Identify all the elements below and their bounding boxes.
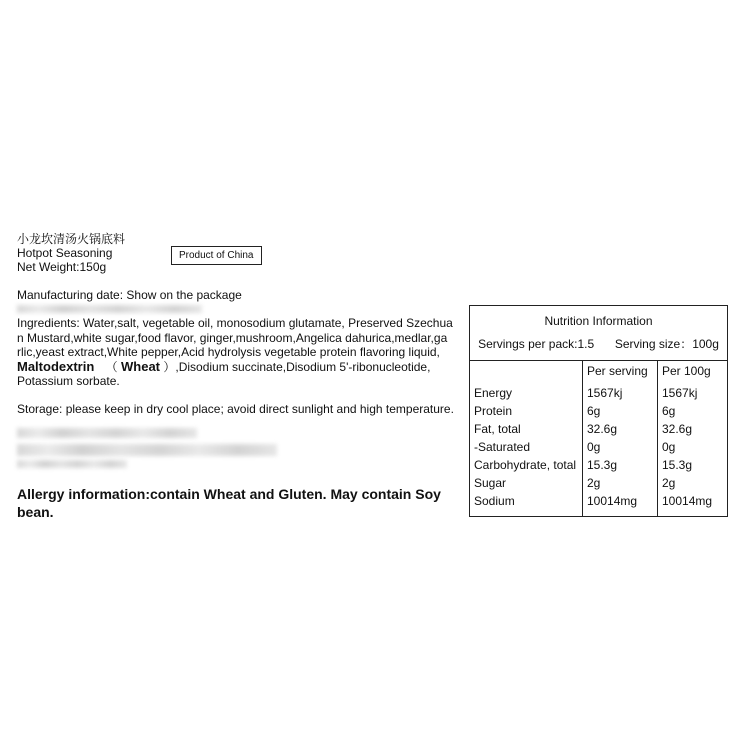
nutrient-name: Protein — [474, 404, 513, 418]
column-header-nutrient — [470, 361, 583, 381]
per-serving-value: 32.6g — [583, 420, 658, 438]
chinese-product-name: 小龙坎清汤火锅底料 — [17, 232, 126, 246]
per-100g-value: 1567kj — [658, 380, 728, 402]
per-serving-value: 15.3g — [583, 456, 658, 474]
servings-per-pack: Servings per pack:1.5 — [478, 336, 595, 351]
ingredients-line-5: Potassium sorbate. — [17, 374, 120, 388]
wheat-label: Wheat — [121, 358, 160, 374]
ingredients-line-2: n Mustard,white sugar,food flavor, ginger,mushroom,Angelica dahurica,medlar,ga — [17, 330, 448, 345]
servings-info — [470, 332, 728, 361]
per-100g-value: 32.6g — [658, 420, 728, 438]
table-row — [470, 380, 728, 402]
nutrition-table — [469, 305, 728, 517]
manufacturing-date: Manufacturing date: Show on the package — [17, 288, 242, 302]
column-header-per-serving: Per serving — [583, 361, 658, 381]
per-100g-value: 10014mg — [658, 492, 728, 517]
nutrition-title: Nutrition Information — [544, 314, 653, 328]
column-header-per-100g: Per 100g — [658, 361, 728, 381]
redacted-line — [17, 428, 197, 438]
english-product-name: Hotpot Seasoning — [17, 246, 113, 260]
table-row — [470, 438, 728, 456]
net-weight: Net Weight:150g — [17, 260, 107, 274]
per-100g-value: 15.3g — [658, 456, 728, 474]
paren-close: ） — [163, 359, 176, 374]
table-row — [470, 492, 728, 517]
per-100g-value: 2g — [658, 474, 728, 492]
serving-size: Serving size：100g — [614, 336, 719, 351]
redacted-line — [17, 305, 202, 313]
nutrient-name: Carbohydrate, total — [474, 458, 577, 472]
ingredients-line-4 — [17, 360, 459, 375]
per-serving-value: 2g — [583, 474, 658, 492]
table-row — [470, 456, 728, 474]
maltodextrin-label: Maltodextrin — [17, 358, 95, 374]
per-serving-value: 0g — [583, 438, 658, 456]
nutrient-name: -Saturated — [474, 440, 531, 454]
table-row — [470, 402, 728, 420]
paren-open: （ — [105, 359, 118, 374]
table-row — [470, 474, 728, 492]
ingredients-line-3: rlic,yeast extract,White pepper,Acid hydrolysis vegetable protein flavoring liquid, — [17, 345, 440, 359]
nutrient-name: Fat, total — [474, 422, 521, 436]
redacted-line — [17, 444, 277, 456]
redacted-line — [17, 460, 127, 468]
nutrient-name: Sugar — [474, 476, 507, 490]
ingredients-block — [17, 316, 459, 389]
per-100g-value: 0g — [658, 438, 728, 456]
origin-box: Product of China — [171, 246, 262, 265]
per-serving-value: 10014mg — [583, 492, 658, 517]
nutrient-name: Energy — [474, 386, 513, 400]
allergy-information: Allergy information:contain Wheat and Gluten. May contain Soy bean. — [17, 486, 441, 520]
ingredients-line-1: Ingredients: Water,salt, vegetable oil, monosodium glutamate, Preserved Szechua — [17, 316, 453, 330]
ingredients-line-4-rest: ,Disodium succinate,Disodium 5'-ribonucleotide, — [175, 359, 431, 374]
table-row — [470, 420, 728, 438]
storage-instructions: Storage: please keep in dry cool place; avoid direct sunlight and high temperature. — [17, 402, 454, 416]
per-100g-value: 6g — [658, 402, 728, 420]
nutrient-name: Sodium — [474, 494, 515, 508]
per-serving-value: 1567kj — [583, 380, 658, 402]
per-serving-value: 6g — [583, 402, 658, 420]
